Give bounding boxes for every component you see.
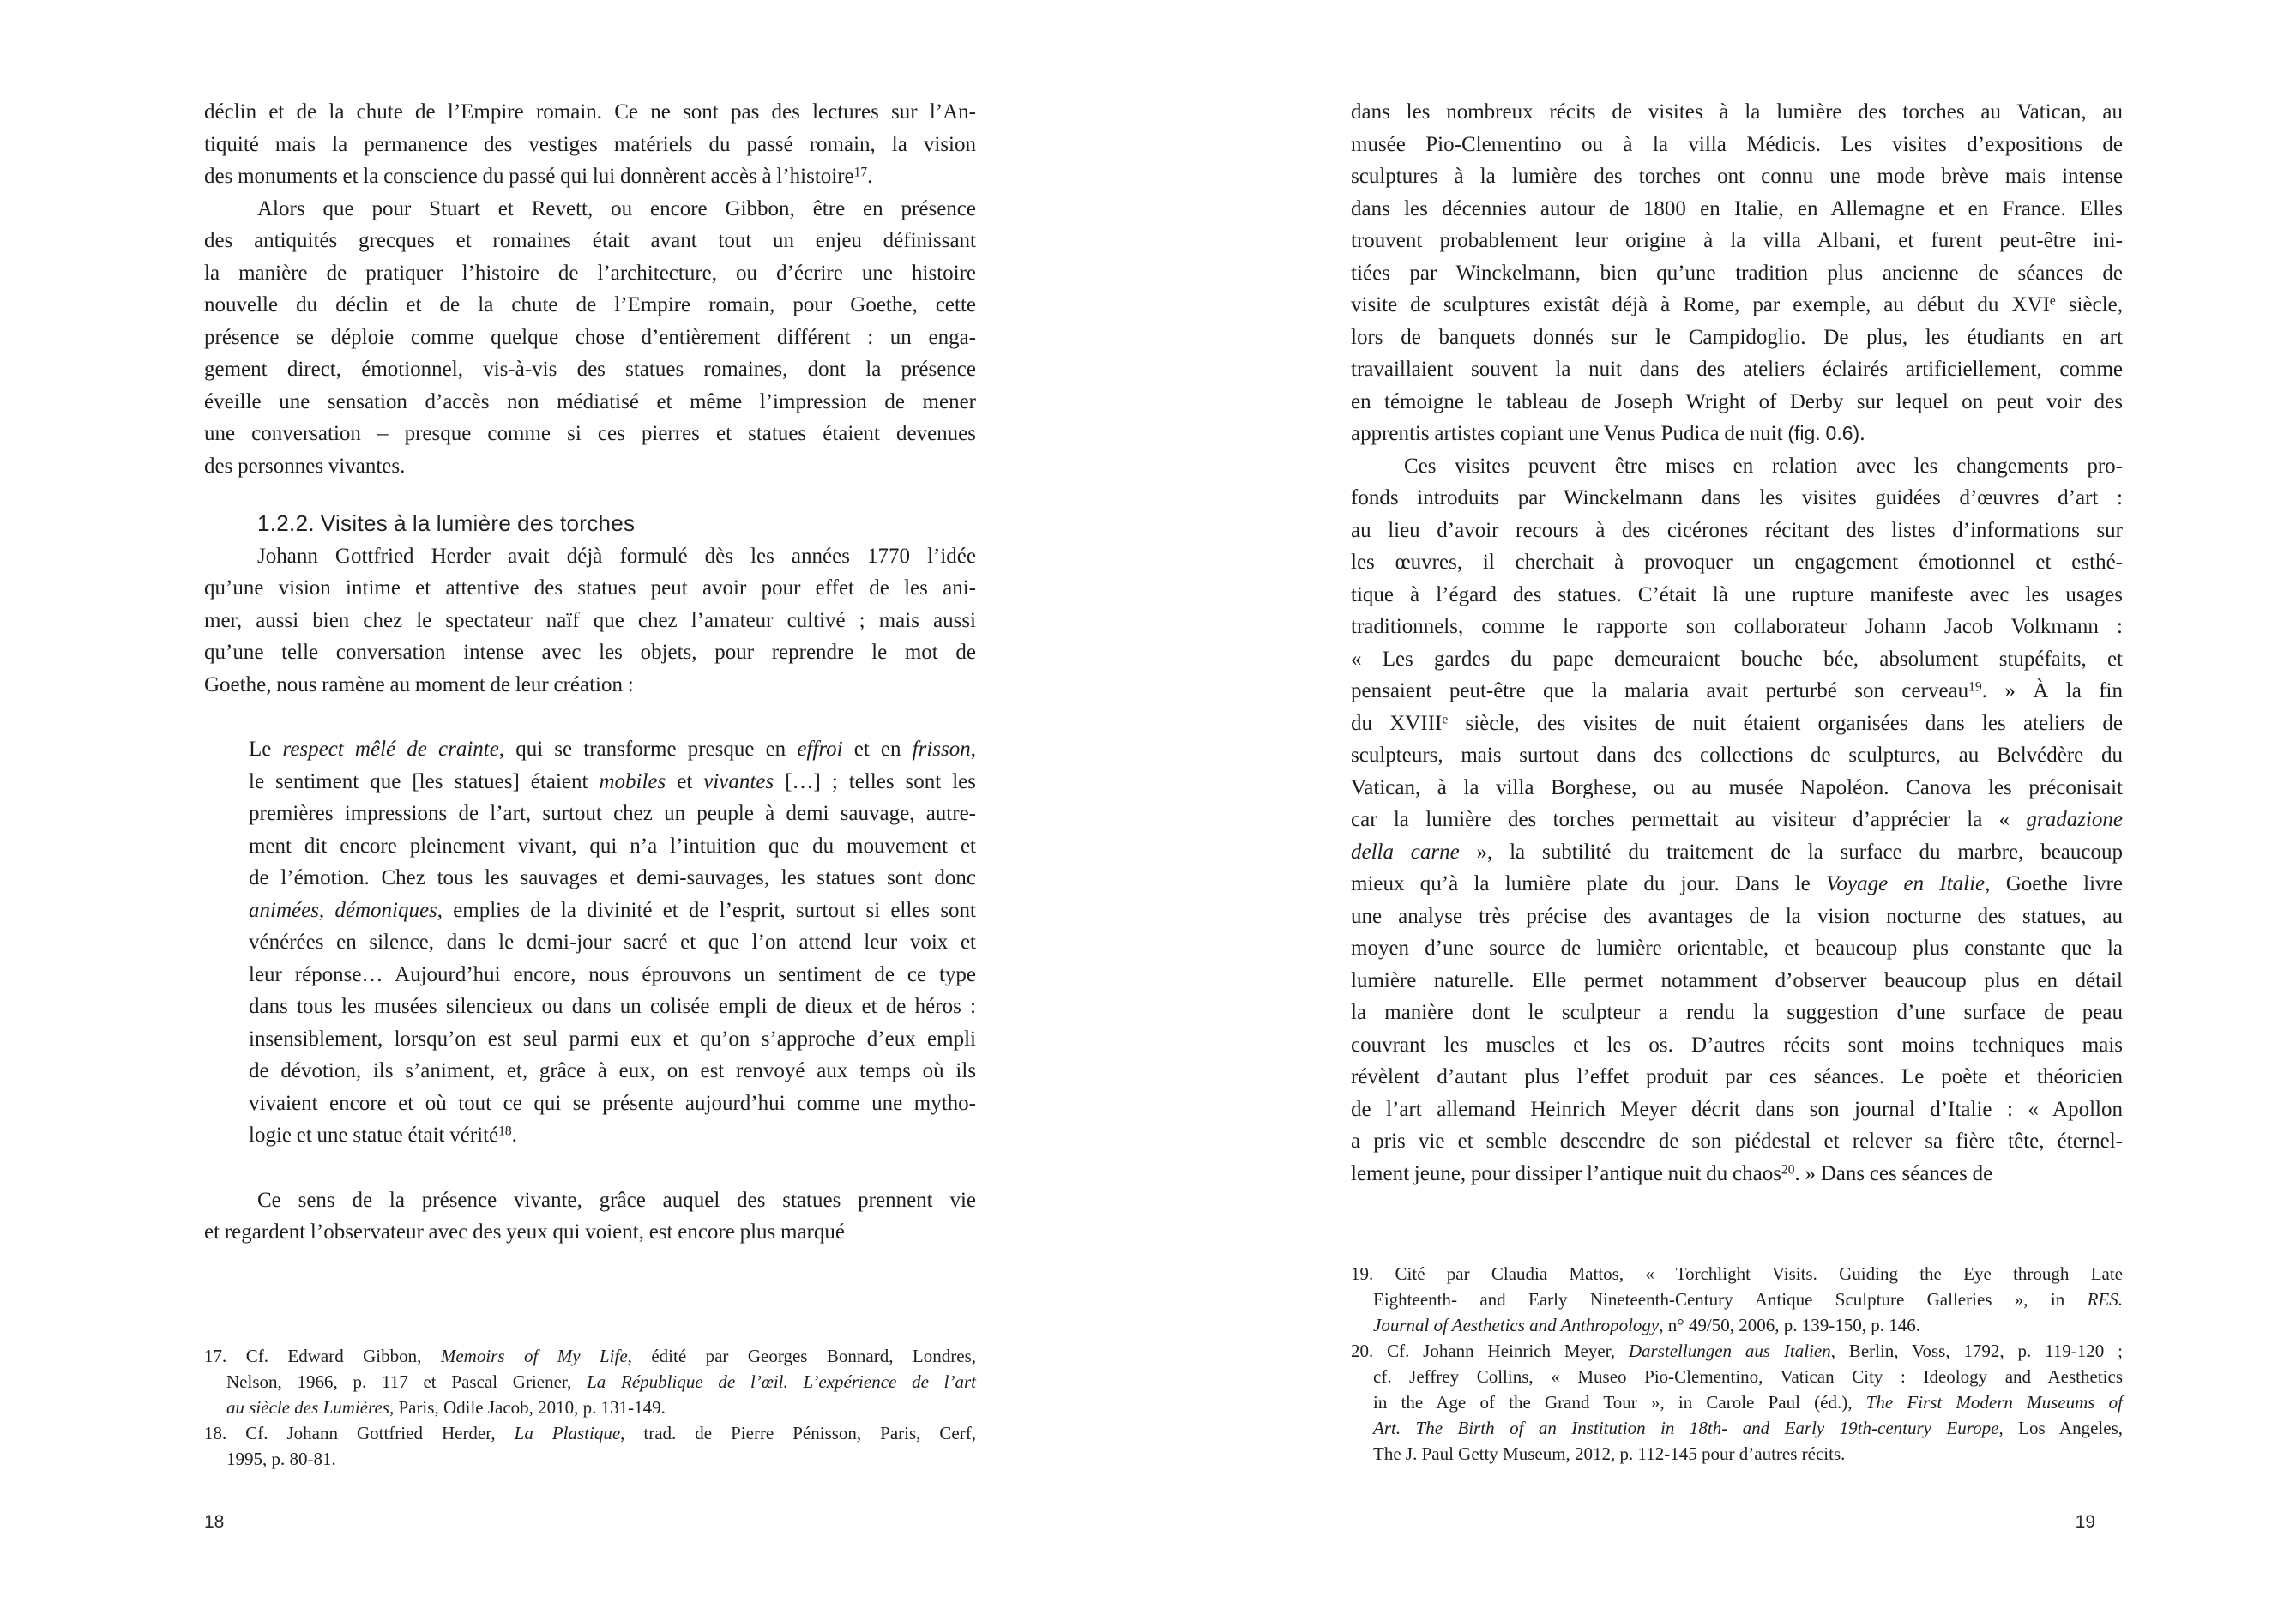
text-line [204,225,976,257]
text-segment: apprentis artistes copiant une Venus Pudica de nuit [1351,422,1788,445]
text-segment: premières impressions de l’art, surtout chez un peuple à demi sauvage, autre- [249,802,976,825]
text-segment: , n° 49/50, 2006, p. 139-150, p. 146. [1659,1315,1920,1335]
text-line [249,926,976,959]
text-segment: fonds introduits par Winckelmann dans les visites guidées d’œuvres d’art : [1351,486,2123,509]
footnote-line [204,1343,976,1369]
text-line [204,605,976,637]
text-line [204,540,976,573]
text-segment: 20. Cf. Johann Heinrich Meyer, [1351,1341,1629,1361]
text-line [204,96,976,129]
text-segment: lement jeune, pour dissiper l’antique nuit du chaos [1351,1161,1781,1185]
text-segment: . [867,165,873,188]
text-segment: mobiles [599,769,666,793]
text-segment: , Los Angeles, [1998,1418,2123,1438]
text-line [204,160,976,193]
text-segment: le sentiment que [les statues] étaient [249,769,600,793]
text-segment: sculptures à la lumière des torches ont connu une mode brève mais intense [1351,165,2123,188]
text-segment: musée Pio-Clementino ou à la villa Médicis. Les visites d’expositions de [1351,132,2123,156]
text-line [1351,643,2123,676]
text-segment: RES. [2087,1289,2123,1310]
text-line [1351,546,2123,579]
footnote-line [1351,1415,2123,1441]
text-segment: trouvent probablement leur origine à la villa Albani, et furent peut-être ini- [1351,229,2123,252]
text-segment: tiquité mais la permanence des vestiges matériels du passé romain, la vision [204,132,976,156]
footnote-line [1351,1338,2123,1364]
text-line [204,257,976,290]
paragraph [204,1184,976,1249]
text-segment: Eighteenth- and Early Nineteenth-Century Antique Sculpture Galleries », in [1373,1289,2088,1310]
text-segment: dans les nombreux récits de visites à la lumière des torches au Vatican, au [1351,100,2123,124]
footnote-line [1351,1441,2123,1467]
text-line [249,798,976,830]
text-segment: 17. Cf. Edward Gibbon, [204,1346,441,1366]
text-segment: une analyse très précise des avantages de la vision nocturne des statues, au [1351,904,2123,928]
text-segment: mer, aussi bien chez le spectateur naïf que chez l’amateur cultivé ; mais aussi [204,608,976,632]
text-line [1351,515,2123,547]
text-segment: 19. Cité par Claudia Mattos, « Torchlight Visits. Guiding the Eye through Late [1351,1263,2123,1284]
text-segment: Journal of Aesthetics and Anthropology [1373,1315,1660,1335]
text-segment: (fig. 0.6) [1787,422,1860,444]
paragraph [204,96,976,193]
text-line [1351,193,2123,226]
text-segment: éveille une sensation d’accès non médiatisé et même l’impression de mener [204,389,976,413]
left-page-number: 18 [204,1512,225,1532]
text-segment: Ce sens de la présence vivante, grâce auquel des statues prennent vie [257,1188,976,1212]
text-line [1351,96,2123,129]
text-segment: », la subtilité du traitement de la surface du marbre, beaucoup [1459,840,2123,864]
text-segment: Goethe, nous ramène au moment de leur création : [204,672,634,696]
paragraph [1351,96,2123,450]
text-segment: , édité par Georges Bonnard, Londres, [627,1346,976,1366]
footnote-reference: e [1442,711,1449,726]
text-segment: Alors que pour Stuart et Revett, ou encore Gibbon, être en présence [257,196,976,220]
text-line [1351,257,2123,290]
footnote-reference: 20 [1781,1161,1795,1177]
text-line [249,1119,976,1152]
section-heading: 1.2.2. Visites à la lumière des torches [257,510,636,536]
text-segment: au siècle des Lumières [226,1397,389,1418]
text-segment: des personnes vivantes. [204,454,406,478]
right-text-column [1351,96,2123,1190]
text-segment: respect mêlé de crainte [282,738,499,761]
text-segment: des monuments et la conscience du passé qui lui donnèrent accès à l’histoire [204,165,854,188]
footnote-line [1351,1261,2123,1287]
text-segment: et en [842,738,913,761]
text-segment: , emplies de la divinité et de l’esprit, surtout si elles sont [437,898,976,922]
text-line [1351,611,2123,643]
text-segment: la manière dont le sculpteur a rendu la suggestion d’une surface de peau [1351,1001,2123,1024]
text-segment: vivantes [703,769,774,793]
text-segment: , Berlin, Voss, 1792, p. 119-120 ; [1830,1341,2123,1361]
text-segment: animées, démoniques [249,898,437,922]
right-footnotes [1351,1261,2123,1467]
text-line [204,669,976,702]
text-segment: vénérées en silence, dans le demi-jour sacré et que l’on attend leur voix et [249,931,976,954]
text-line [1351,836,2123,869]
text-segment: siècle, [2055,293,2123,316]
text-segment: vivaient encore et où tout ce qui se présente aujourd’hui comme une mytho- [249,1091,976,1115]
text-segment: frisson [912,738,971,761]
text-segment: gradazione [2026,808,2123,831]
text-segment: lors de banquets donnés sur le Campidoglio. De plus, les étudiants en art [1351,325,2123,349]
text-line [1351,579,2123,612]
text-segment: « Les gardes du pape demeuraient bouche bée, absolument stupéfaits, et [1351,647,2123,671]
text-segment: au lieu d’avoir recours à des cicérones récitant des listes d’informations sur [1351,518,2123,542]
text-line [1351,353,2123,386]
footnote-reference: 18 [498,1124,512,1139]
text-segment: 1995, p. 80-81. [226,1449,336,1469]
text-segment: effroi [797,738,843,761]
text-segment: couvrant les muscles et les os. D’autres récits sont moins techniques mais [1351,1033,2123,1057]
text-line [1351,129,2123,161]
text-segment: et regardent l’observateur avec des yeux qui voient, est encore plus marqué [204,1220,845,1244]
text-segment: qu’une telle conversation intense avec les objets, pour reprendre le mot de [204,641,976,664]
text-line [1351,772,2123,804]
text-segment: leur réponse… Aujourd’hui encore, nous éprouvons un sentiment de ce type [249,962,976,986]
text-segment: gement direct, émotionnel, vis-à-vis des statues romaines, dont la présence [204,358,976,381]
text-segment: . [1859,422,1865,445]
text-segment: dans les décennies autour de 1800 en Italie, en Allemagne et en France. Elles [1351,196,2123,220]
text-line [249,959,976,991]
text-line [1351,965,2123,997]
text-segment: de l’émotion. Chez tous les sauvages et demi-sauvages, les statues sont donc [249,866,976,889]
text-segment: a pris vie et semble descendre de son piédestal et relever sa fière tête, éternel- [1351,1130,2123,1153]
text-line [1351,1094,2123,1126]
text-segment: révèlent d’autant plus l’effet produit par ces séances. Le poète et théoricien [1351,1065,2123,1088]
paragraph [1351,450,2123,1190]
text-segment: moyen d’une source de lumière orientable, et beaucoup plus constante que la [1351,937,2123,960]
footnote-line [1351,1389,2123,1415]
text-line [204,450,976,483]
text-line [249,895,976,927]
text-segment: Darstellungen aus Italien [1628,1341,1831,1361]
text-line [204,129,976,161]
text-line [1351,450,2123,483]
footnote-line [204,1395,976,1420]
text-segment: dans tous les musées silencieux ou dans un colisée empli de dieux et de héros : [249,995,976,1018]
text-line [204,1216,976,1249]
text-segment: Le [249,738,283,761]
text-segment: logie et une statue était vérité [249,1124,499,1147]
text-segment: des antiquités grecques et romaines était avant tout un enjeu définissant [204,229,976,252]
footnote-line [204,1369,976,1395]
text-line [1351,482,2123,515]
text-line [1351,160,2123,193]
text-segment: de l’art allemand Heinrich Meyer décrit dans son journal d’Italie : « Apollon [1351,1097,2123,1121]
text-line [204,322,976,354]
text-line [204,418,976,450]
text-line [1351,225,2123,257]
text-segment: les œuvres, il cherchait à provoquer un engagement émotionnel et esthé- [1351,551,2123,574]
text-segment: in the Age of the Grand Tour », in Carole Paul (éd.), [1373,1392,1866,1413]
text-line [204,572,976,605]
text-segment: 18. Cf. Johann Gottfried Herder, [204,1423,515,1443]
text-segment: Memoirs of My Life [440,1346,628,1366]
text-segment: Nelson, 1966, p. 117 et Pascal Griener, [226,1371,588,1392]
text-segment: . » À la fin [1981,679,2124,702]
text-segment: ment dit encore pleinement vivant, qui n’a l’intuition que du mouvement et [249,834,976,858]
text-line [1351,901,2123,933]
text-segment: tiées par Winckelmann, bien qu’une tradition plus ancienne de séances de [1351,261,2123,285]
text-segment: tique à l’égard des statues. C’était là une rupture manifeste avec les usages [1351,582,2123,606]
text-segment: , trad. de Pierre Pénisson, Paris, Cerf, [620,1423,976,1443]
text-segment: […] ; telles sont les [774,769,976,793]
footnote-reference: 17 [853,165,868,180]
left-footnotes [204,1343,976,1472]
text-line [249,991,976,1023]
text-line [1351,804,2123,836]
text-line [204,353,976,386]
text-segment: mieux qu’à la lumière plate du jour. Dans le [1351,872,1827,895]
text-segment: La Plastique [514,1423,621,1443]
footnote-line [1351,1364,2123,1389]
paragraph [204,540,976,702]
text-line [1351,1061,2123,1094]
text-segment: et [666,769,704,793]
text-line [1351,1158,2123,1190]
text-line [1351,418,2123,450]
text-line [1351,932,2123,965]
text-line [1351,708,2123,740]
text-line [249,862,976,895]
text-line [249,766,976,798]
text-segment: visite de sculptures existât déjà à Rome, par exemple, au début du XVI [1351,293,2050,316]
text-line [1351,868,2123,901]
footnote [204,1420,976,1472]
footnote [1351,1261,2123,1338]
text-segment: Art. The Birth of an Institution in 18th- and Early 19th-century Europe [1373,1418,1999,1438]
text-line [249,1055,976,1088]
footnote-line [1351,1312,2123,1338]
text-line [204,1184,976,1217]
paragraph [204,193,976,483]
text-segment: della carne [1351,840,1460,864]
footnote-line [204,1420,976,1446]
text-segment: Vatican, à la villa Borghese, ou au musée Napoléon. Canova les préconisait [1351,775,2123,799]
text-segment: insensiblement, lorsqu’on est seul parmi eux et qu’on s’approche d’eux empli [249,1027,976,1051]
footnote-line [204,1446,976,1472]
text-segment: Goethe livre [1990,872,2123,895]
text-line [204,386,976,419]
text-line [249,733,976,766]
text-segment: du XVIII [1351,711,1443,735]
text-line [204,636,976,669]
text-segment: . [511,1124,517,1147]
text-segment: de dévotion, ils s’animent, et, grâce à eux, on est renvoyé aux temps où ils [249,1059,976,1082]
text-line [1351,386,2123,419]
text-line [1351,322,2123,354]
footnote [204,1343,976,1420]
text-segment: , Paris, Odile Jacob, 2010, p. 131-149. [389,1397,666,1418]
text-segment: siècle, des visites de nuit étaient organisées dans les ateliers de [1448,711,2123,735]
text-line [249,1088,976,1120]
text-segment: travaillaient souvent la nuit dans des ateliers éclairés artificiellement, comme [1351,358,2123,381]
left-text-column [204,96,976,1249]
text-segment: , [970,738,976,761]
text-line [249,830,976,863]
text-line [249,1023,976,1056]
text-segment: sculpteurs, mais surtout dans des collections de sculptures, au Belvédère du [1351,744,2123,767]
text-line [1351,997,2123,1029]
text-segment: en témoigne le tableau de Joseph Wright of Derby sur lequel on peut voir des [1351,389,2123,413]
text-segment: The First Modern Museums of [1865,1392,2123,1413]
text-segment: une conversation – presque comme si ces pierres et statues étaient devenues [204,422,976,445]
footnote-reference: 19 [1968,679,1982,695]
text-line [1351,289,2123,322]
text-segment: traditionnels, comme le rapporte son collaborateur Johann Jacob Volkmann : [1351,615,2123,638]
text-line [1351,739,2123,772]
text-segment: . » Dans ces séances de [1794,1161,1993,1185]
footnote-reference: e [2049,293,2056,309]
text-segment: car la lumière des torches permettait au visiteur d’apprécier la « [1351,808,2027,831]
footnote [1351,1338,2123,1467]
block-quote [204,733,976,1152]
text-segment: la manière de pratiquer l’histoire de l’architecture, ou d’écrire une histoire [204,261,976,285]
text-line [204,193,976,226]
text-segment: cf. Jeffrey Collins, « Museo Pio-Clementino, Vatican City : Ideology and Aesthetics [1373,1366,2123,1387]
footnote-line [1351,1287,2123,1312]
text-line [1351,1125,2123,1158]
text-segment: pensaient peut-être que la malaria avait perturbé son cerveau [1351,679,1969,702]
text-line [204,289,976,322]
text-segment: Ces visites peuvent être mises en relation avec les changements pro- [1404,454,2123,478]
text-line [1351,675,2123,708]
text-segment: Johann Gottfried Herder avait déjà formulé dès les années 1770 l’idée [257,544,976,568]
text-segment: The J. Paul Getty Museum, 2012, p. 112-145 pour d’autres récits. [1373,1443,1846,1464]
text-segment: déclin et de la chute de l’Empire romain. Ce ne sont pas des lectures sur l’An- [204,100,976,124]
text-segment: qu’une vision intime et attentive des statues peut avoir pour effet de les ani- [204,576,976,600]
text-segment: nouvelle du déclin et de la chute de l’Empire romain, pour Goethe, cette [204,293,976,316]
page-right [1148,0,2296,1621]
text-segment: lumière naturelle. Elle permet notamment d’observer beaucoup plus en détail [1351,968,2123,992]
text-segment: , qui se transforme presque en [498,738,798,761]
text-segment: Voyage en Italie, [1826,872,1991,895]
text-line [1351,1029,2123,1062]
text-segment: présence se déploie comme quelque chose d’entièrement différent : un enga- [204,325,976,349]
text-segment: La République de l’œil. L’expérience de l’art [587,1371,976,1392]
right-page-number: 19 [2075,1512,2095,1532]
